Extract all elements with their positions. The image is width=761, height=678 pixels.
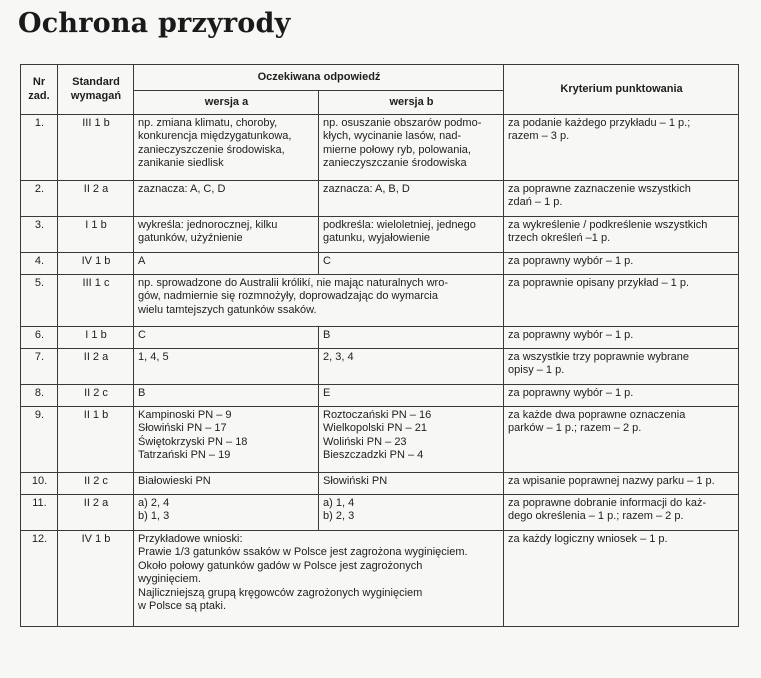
scoring-criterion: za wszystkie trzy poprawnie wybrane opisy – 1 p.: [504, 349, 739, 385]
table-row: [21, 115, 739, 181]
header-version-b: wersja b: [319, 91, 504, 115]
answer-version-a: np. zmiana klimatu, choroby, konkurencja międzygatunkowa, zanieczyszczenie środowiska, zanikanie siedlisk: [134, 115, 319, 181]
answer-version-a: wykreśla: jednorocznej, kilku gatunków, użyźnienie: [134, 217, 319, 253]
scoring-criterion: za każdy logiczny wniosek – 1 p.: [504, 531, 739, 627]
header-row: [21, 65, 739, 91]
row-number: 11.: [21, 495, 58, 531]
row-standard: I 1 b: [58, 327, 134, 349]
row-number: 9.: [21, 407, 58, 473]
row-standard: II 2 a: [58, 349, 134, 385]
answer-version-a: zaznacza: A, C, D: [134, 181, 319, 217]
table-row: [21, 385, 739, 407]
scoring-criterion: za poprawne zaznaczenie wszystkich zdań – 1 p.: [504, 181, 739, 217]
scoring-criterion: za poprawnie opisany przykład – 1 p.: [504, 275, 739, 327]
answer-version-b: Roztoczański PN – 16 Wielkopolski PN – 21 Woliński PN – 23 Bieszczadzki PN – 4: [319, 407, 504, 473]
answer-key-table: [20, 64, 739, 627]
answer-version-b: 2, 3, 4: [319, 349, 504, 385]
answer-version-b: E: [319, 385, 504, 407]
answer-version-a: a) 2, 4 b) 1, 3: [134, 495, 319, 531]
scoring-criterion: za podanie każdego przykładu – 1 p.; razem – 3 p.: [504, 115, 739, 181]
row-standard: IV 1 b: [58, 531, 134, 627]
table-row: [21, 217, 739, 253]
answer-version-b: podkreśla: wieloletniej, jednego gatunku, wyjałowienie: [319, 217, 504, 253]
row-standard: III 1 c: [58, 275, 134, 327]
row-number: 7.: [21, 349, 58, 385]
row-number: 10.: [21, 473, 58, 495]
row-standard: II 1 b: [58, 407, 134, 473]
row-number: 3.: [21, 217, 58, 253]
answer-version-a: C: [134, 327, 319, 349]
table-row: [21, 327, 739, 349]
scoring-criterion: za poprawny wybór – 1 p.: [504, 327, 739, 349]
answer-version-b: C: [319, 253, 504, 275]
row-number: 5.: [21, 275, 58, 327]
answer-version-a: Kampinoski PN – 9 Słowiński PN – 17 Świętokrzyski PN – 18 Tatrzański PN – 19: [134, 407, 319, 473]
row-number: 8.: [21, 385, 58, 407]
table-row: [21, 473, 739, 495]
row-standard: IV 1 b: [58, 253, 134, 275]
scoring-criterion: za poprawny wybór – 1 p.: [504, 385, 739, 407]
table-row: [21, 349, 739, 385]
header-nr: Nr zad.: [21, 65, 58, 115]
header-expected: Oczekiwana odpowiedź: [134, 65, 504, 91]
row-standard: III 1 b: [58, 115, 134, 181]
row-standard: I 1 b: [58, 217, 134, 253]
table-row: [21, 531, 739, 627]
scoring-criterion: za wykreślenie / podkreślenie wszystkich trzech określeń –1 p.: [504, 217, 739, 253]
header-version-a: wersja a: [134, 91, 319, 115]
row-standard: II 2 c: [58, 385, 134, 407]
answer-version-b: B: [319, 327, 504, 349]
row-standard: II 2 c: [58, 473, 134, 495]
answer-version-b: a) 1, 4 b) 2, 3: [319, 495, 504, 531]
answer-version-b: zaznacza: A, B, D: [319, 181, 504, 217]
row-standard: II 2 a: [58, 495, 134, 531]
answer-version-a: 1, 4, 5: [134, 349, 319, 385]
answer-version-a: A: [134, 253, 319, 275]
scoring-criterion: za wpisanie poprawnej nazwy parku – 1 p.: [504, 473, 739, 495]
table-row: [21, 407, 739, 473]
header-criterion: Kryterium punktowania: [504, 65, 739, 115]
table-row: [21, 253, 739, 275]
answer-version-a: B: [134, 385, 319, 407]
row-number: 2.: [21, 181, 58, 217]
answer-both-versions: np. sprowadzone do Australii królikí, nie mając naturalnych wro- gów, nadmiernie się rozmnożyły, doprowadzając do wymarcia wielu tamtejszych gatunków ssaków.: [134, 275, 504, 327]
scoring-criterion: za poprawne dobranie informacji do każ- dego określenia – 1 p.; razem – 2 p.: [504, 495, 739, 531]
table-row: [21, 495, 739, 531]
row-number: 1.: [21, 115, 58, 181]
table-row: [21, 275, 739, 327]
scoring-criterion: za poprawny wybór – 1 p.: [504, 253, 739, 275]
row-number: 4.: [21, 253, 58, 275]
header-standard: Standard wymagań: [58, 65, 134, 115]
answer-version-b: Słowiński PN: [319, 473, 504, 495]
row-number: 6.: [21, 327, 58, 349]
row-number: 12.: [21, 531, 58, 627]
answer-version-b: np. osuszanie obszarów podmo- kłych, wycinanie lasów, nad- mierne połowy ryb, polowania, zanieczyszczanie środowiska: [319, 115, 504, 181]
row-standard: II 2 a: [58, 181, 134, 217]
scoring-criterion: za każde dwa poprawne oznaczenia parków – 1 p.; razem – 2 p.: [504, 407, 739, 473]
answer-both-versions: Przykładowe wnioski: Prawie 1/3 gatunków ssaków w Polsce jest zagrożona wyginięciem. Około połowy gatunków gadów w Polsce jest zagrożonych wyginięciem. Najliczniejszą grupą kręgowców zagrożonych wyginięciem w Polsce są ptaki.: [134, 531, 504, 627]
page-title: Ochrona przyrody: [18, 8, 291, 39]
answer-version-a: Białowieski PN: [134, 473, 319, 495]
table-row: [21, 181, 739, 217]
